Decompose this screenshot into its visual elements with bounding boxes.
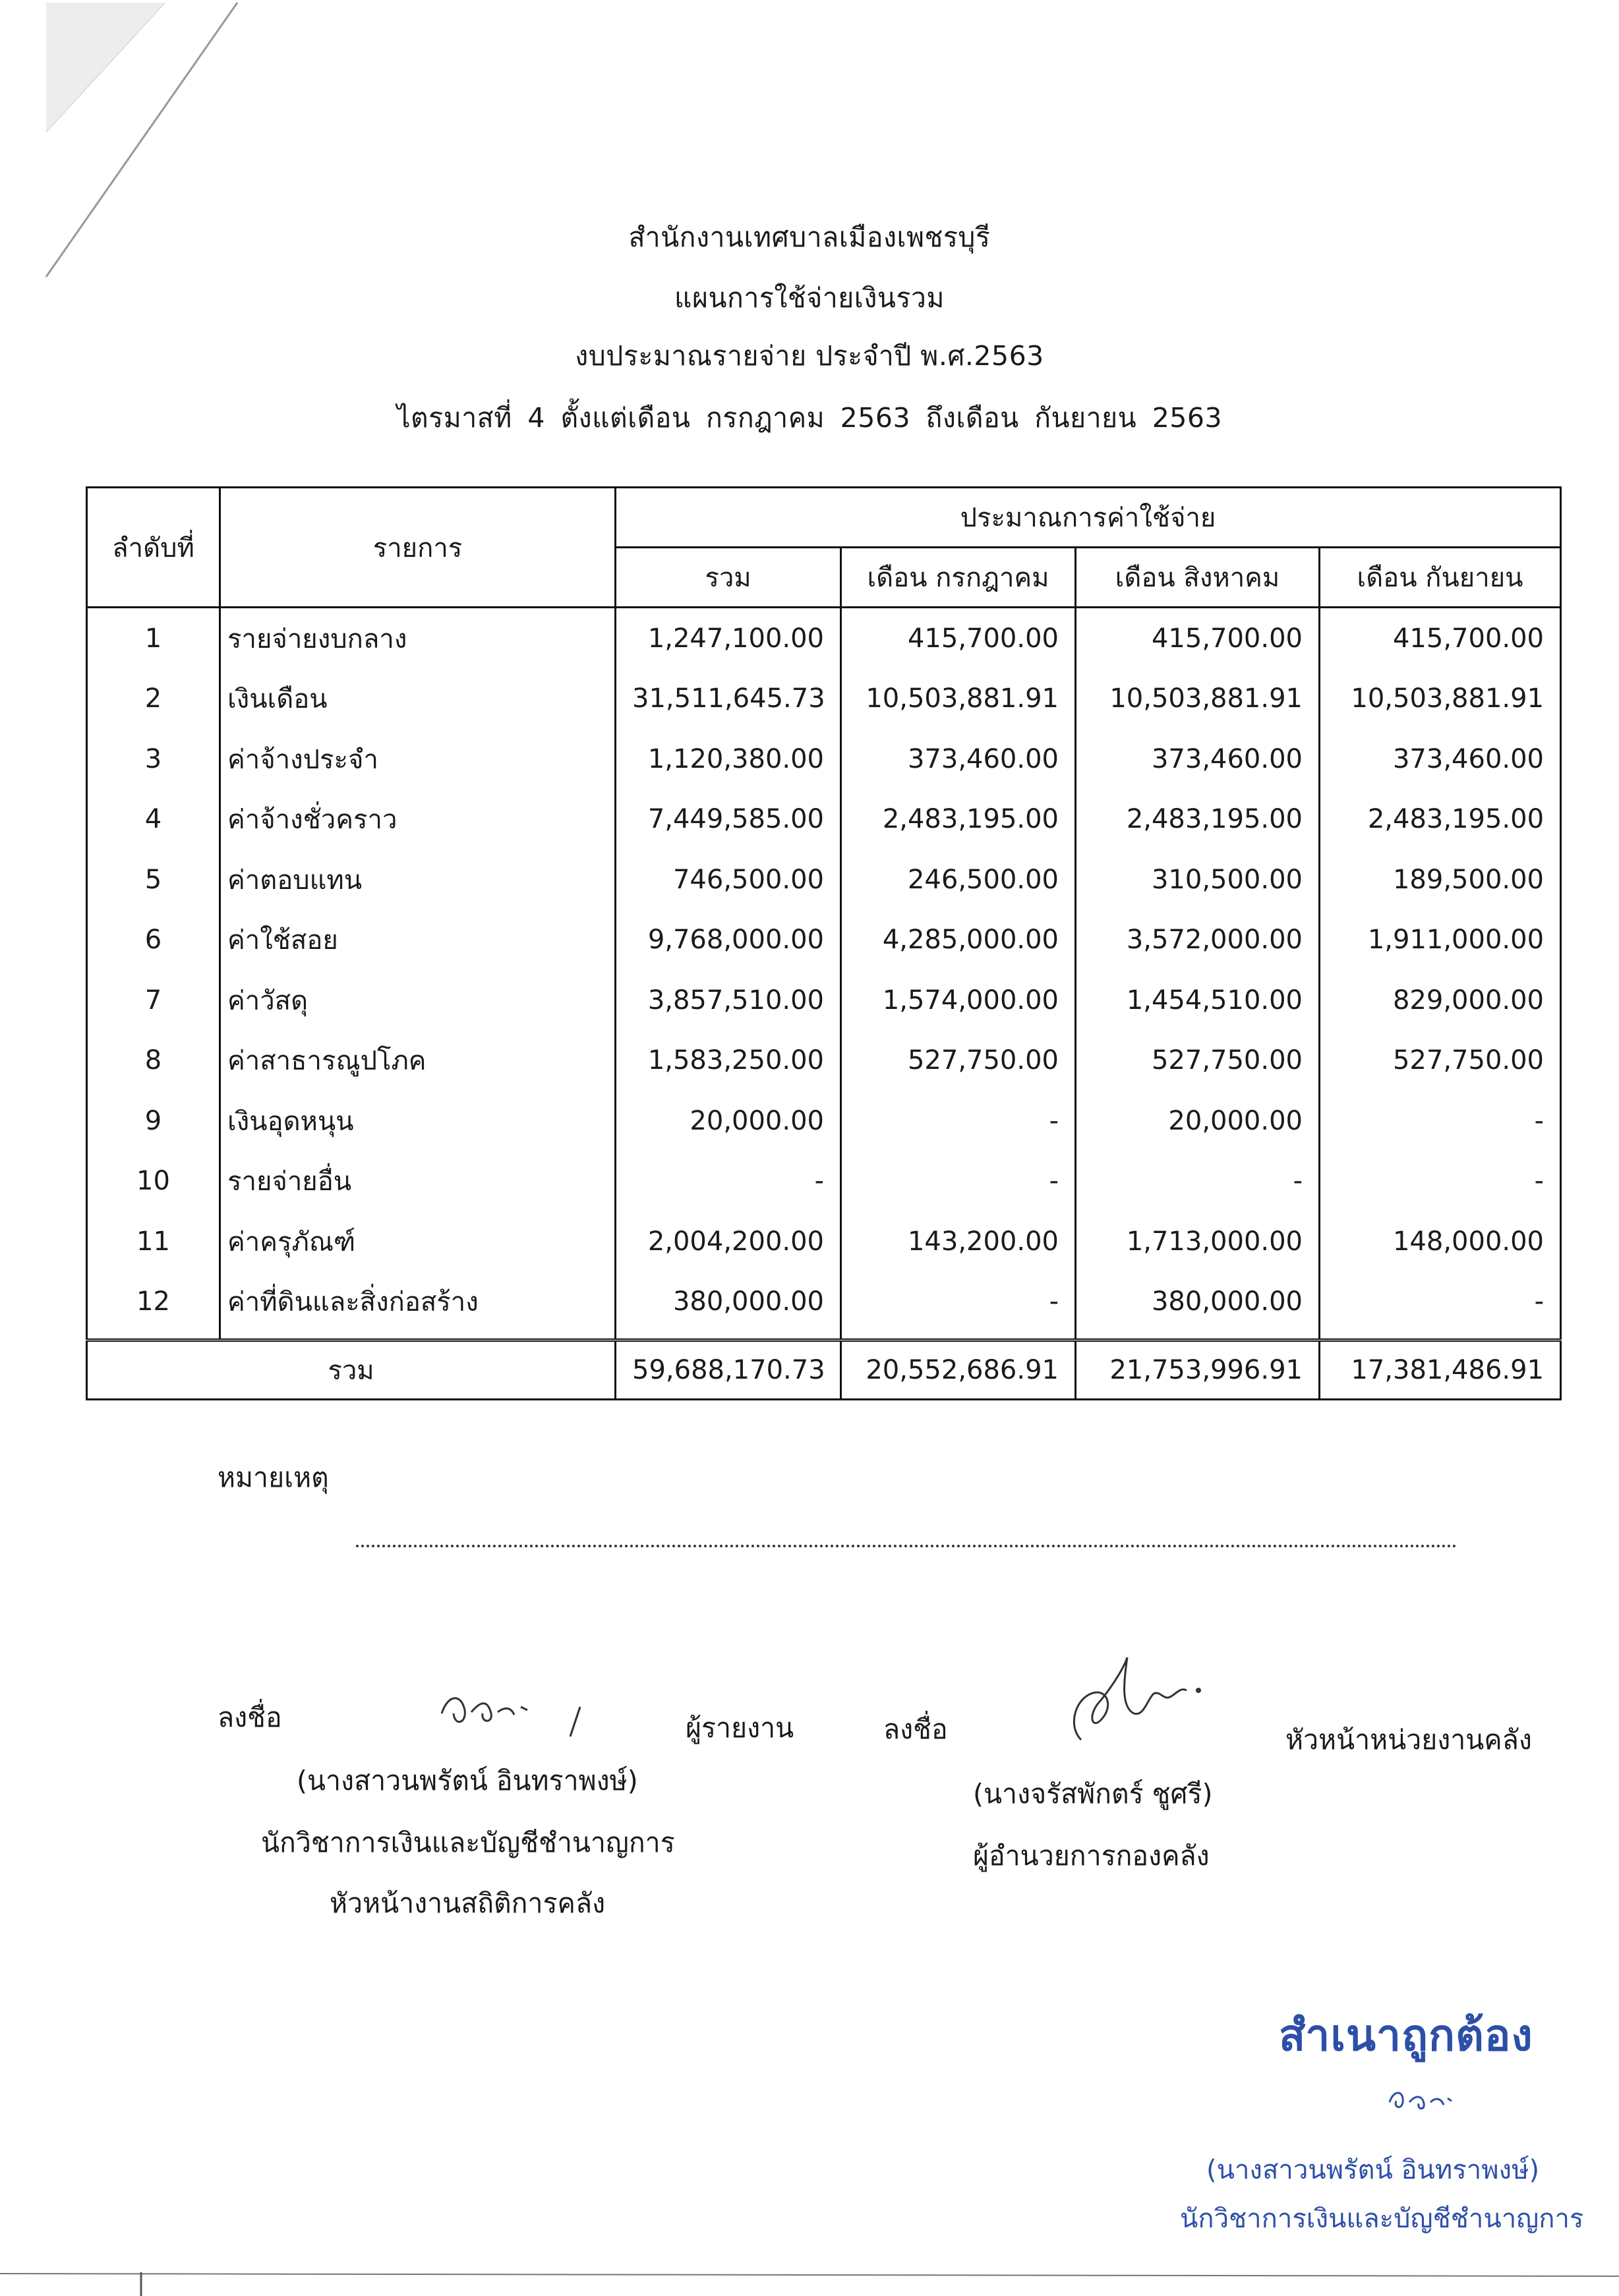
reporter-name: (นางสาวนพรัตน์ อินทราพงษ์) (297, 1765, 638, 1796)
row-jul: - (841, 1091, 1076, 1151)
period-line: ไตรมาสที่ 4 ตั้งแต่เดือน กรกฎาคม 2563 ถึงเดือน กันยายน 2563 (396, 402, 1223, 434)
row-jul: 4,285,000.00 (841, 910, 1076, 971)
table-row (87, 729, 1561, 789)
header-month-jul: เดือน กรกฎาคม (841, 548, 1076, 608)
head-role: หัวหน้าหน่วยงานคลัง (1285, 1724, 1532, 1756)
row-total: 9,768,000.00 (616, 910, 841, 971)
certifier-name: (นางสาวนพรัตน์ อินทราพงษ์) (1206, 2155, 1540, 2185)
row-item: รายจ่ายอื่น (220, 1151, 616, 1212)
reporter-role: ผู้รายงาน (686, 1712, 794, 1744)
row-aug: 2,483,195.00 (1076, 789, 1320, 850)
row-jul: - (841, 1272, 1076, 1340)
table-row (87, 910, 1561, 971)
total-aug: 21,753,996.91 (1076, 1340, 1320, 1400)
row-sep: 10,503,881.91 (1320, 669, 1561, 730)
row-aug: 10,503,881.91 (1076, 669, 1320, 730)
table-row (87, 849, 1561, 910)
row-no: 12 (87, 1272, 220, 1340)
row-no: 1 (87, 608, 220, 669)
remarks-label: หมายเหตุ (218, 1462, 329, 1493)
row-no: 9 (87, 1091, 220, 1151)
row-aug: 1,713,000.00 (1076, 1211, 1320, 1272)
row-aug: 3,572,000.00 (1076, 910, 1320, 971)
certified-copy-stamp: สำเนาถูกต้อง (1279, 2010, 1533, 2061)
row-no: 2 (87, 669, 220, 730)
budget-year: งบประมาณรายจ่าย ประจำปี พ.ศ.2563 (575, 340, 1044, 372)
table-row (87, 608, 1561, 669)
row-aug: 373,460.00 (1076, 729, 1320, 789)
header-month-aug: เดือน สิงหาคม (1076, 548, 1320, 608)
sign-label-right: ลงชื่อ (883, 1713, 948, 1745)
row-aug: - (1076, 1151, 1320, 1212)
header-estimate-group: ประมาณการค่าใช้จ่าย (616, 488, 1561, 548)
row-no: 10 (87, 1151, 220, 1212)
director-name: (นางจรัสพักตร์ ชูศรี) (973, 1778, 1213, 1810)
table-row (87, 1272, 1561, 1340)
certifier-signature (1384, 2082, 1457, 2122)
row-sep: 415,700.00 (1320, 608, 1561, 669)
row-item: ค่าวัสดุ (220, 970, 616, 1031)
table-row (87, 1151, 1561, 1212)
row-item: เงินเดือน (220, 669, 616, 730)
row-total: 1,120,380.00 (616, 729, 841, 789)
row-total: 1,583,250.00 (616, 1031, 841, 1091)
row-total: - (616, 1151, 841, 1212)
row-no: 5 (87, 849, 220, 910)
table-row (87, 669, 1561, 730)
table-row (87, 1091, 1561, 1151)
row-sep: - (1320, 1272, 1561, 1340)
total-sum: 59,688,170.73 (616, 1340, 841, 1400)
total-jul: 20,552,686.91 (841, 1340, 1076, 1400)
row-total: 746,500.00 (616, 849, 841, 910)
org-name: สำนักงานเทศบาลเมืองเพชรบุรี (628, 221, 991, 253)
reporter-title: นักวิชาการเงินและบัญชีชำนาญการ (261, 1827, 675, 1858)
row-sep: 148,000.00 (1320, 1211, 1561, 1272)
scan-bottom-artifact (0, 2254, 1619, 2296)
row-jul: 2,483,195.00 (841, 789, 1076, 850)
row-total: 31,511,645.73 (616, 669, 841, 730)
row-total: 20,000.00 (616, 1091, 841, 1151)
remarks-dotted-line (356, 1545, 1457, 1547)
row-jul: - (841, 1151, 1076, 1212)
row-sep: - (1320, 1151, 1561, 1212)
row-sep: 373,460.00 (1320, 729, 1561, 789)
row-sep: 1,911,000.00 (1320, 910, 1561, 971)
total-label: รวม (87, 1340, 616, 1400)
sign-label-left: ลงชื่อ (218, 1702, 282, 1733)
row-total: 380,000.00 (616, 1272, 841, 1340)
header-no: ลำดับที่ (87, 488, 220, 608)
row-jul: 246,500.00 (841, 849, 1076, 910)
header-month-sep: เดือน กันยายน (1320, 548, 1561, 608)
total-row (87, 1340, 1561, 1400)
row-no: 11 (87, 1211, 220, 1272)
row-jul: 373,460.00 (841, 729, 1076, 789)
row-sep: 189,500.00 (1320, 849, 1561, 910)
row-jul: 143,200.00 (841, 1211, 1076, 1272)
row-aug: 380,000.00 (1076, 1272, 1320, 1340)
reporter-signature (435, 1687, 600, 1746)
header-item: รายการ (220, 488, 616, 608)
director-signature (1061, 1654, 1206, 1753)
budget-table (86, 486, 1562, 1400)
row-aug: 1,454,510.00 (1076, 970, 1320, 1031)
row-item: ค่าสาธารณูปโภค (220, 1031, 616, 1091)
row-item: ค่าที่ดินและสิ่งก่อสร้าง (220, 1272, 616, 1340)
row-sep: 2,483,195.00 (1320, 789, 1561, 850)
row-item: ค่าใช้สอย (220, 910, 616, 971)
row-aug: 415,700.00 (1076, 608, 1320, 669)
table-row (87, 1031, 1561, 1091)
row-jul: 415,700.00 (841, 608, 1076, 669)
row-no: 6 (87, 910, 220, 971)
row-item: รายจ่ายงบกลาง (220, 608, 616, 669)
table-row (87, 970, 1561, 1031)
table-row (87, 789, 1561, 850)
header-total: รวม (616, 548, 841, 608)
row-item: ค่าตอบแทน (220, 849, 616, 910)
row-no: 3 (87, 729, 220, 789)
table-row (87, 1211, 1561, 1272)
document-title: แผนการใช้จ่ายเงินรวม (674, 282, 945, 314)
row-aug: 20,000.00 (1076, 1091, 1320, 1151)
row-item: ค่าจ้างประจำ (220, 729, 616, 789)
row-sep: - (1320, 1091, 1561, 1151)
reporter-title-2: หัวหน้างานสถิติการคลัง (330, 1887, 606, 1919)
row-item: เงินอุดหนุน (220, 1091, 616, 1151)
row-total: 2,004,200.00 (616, 1211, 841, 1272)
certifier-title: นักวิชาการเงินและบัญชีชำนาญการ (1180, 2204, 1584, 2234)
total-sep: 17,381,486.91 (1320, 1340, 1561, 1400)
row-total: 7,449,585.00 (616, 789, 841, 850)
row-jul: 527,750.00 (841, 1031, 1076, 1091)
row-jul: 10,503,881.91 (841, 669, 1076, 730)
row-aug: 527,750.00 (1076, 1031, 1320, 1091)
row-sep: 527,750.00 (1320, 1031, 1561, 1091)
row-total: 1,247,100.00 (616, 608, 841, 669)
row-total: 3,857,510.00 (616, 970, 841, 1031)
row-item: ค่าจ้างชั่วคราว (220, 789, 616, 850)
row-no: 4 (87, 789, 220, 850)
row-no: 8 (87, 1031, 220, 1091)
budget-table-body (87, 608, 1561, 1340)
row-aug: 310,500.00 (1076, 849, 1320, 910)
row-item: ค่าครุภัณฑ์ (220, 1211, 616, 1272)
director-title: ผู้อำนวยการกองคลัง (973, 1840, 1210, 1872)
row-jul: 1,574,000.00 (841, 970, 1076, 1031)
row-sep: 829,000.00 (1320, 970, 1561, 1031)
row-no: 7 (87, 970, 220, 1031)
